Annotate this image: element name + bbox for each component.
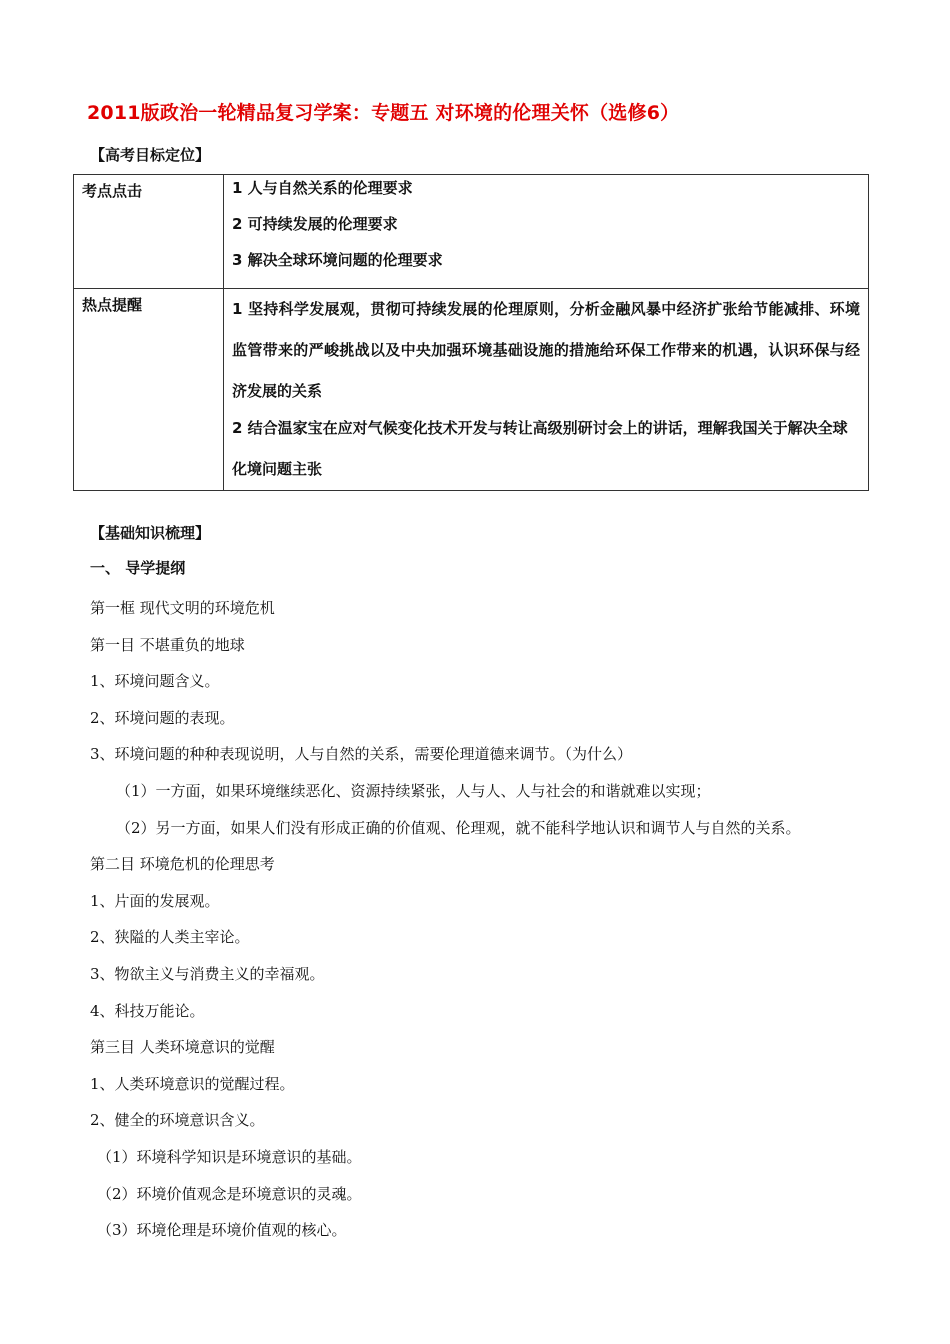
outline-line: 4、科技万能论。 — [90, 1001, 205, 1020]
hot-topics-cell — [224, 289, 869, 491]
list-item: 3 解决全球环境问题的伦理要求 — [232, 251, 443, 269]
outline-line: （1）环境科学知识是环境意识的基础。 — [97, 1147, 362, 1166]
outline-line: （1）一方面，如果环境继续恶化、资源持续紧张，人与人、人与社会的和谐就难以实现； — [116, 781, 711, 800]
outline-line: 第一目 不堪重负的地球 — [90, 635, 245, 654]
document-title: 2011版政治一轮精品复习学案：专题五 对环境的伦理关怀（选修6） — [87, 102, 680, 124]
list-item: 2 结合温家宝在应对气候变化技术开发与转让高级别研讨会上的讲话，理解我国关于解决全球化境问题主张 — [232, 419, 848, 478]
outline-line: 第二目 环境危机的伦理思考 — [90, 855, 275, 874]
outline-line: 3、环境问题的种种表现说明，人与自然的关系，需要伦理道德来调节。（为什么） — [90, 745, 633, 764]
list-item: 1 坚持科学发展观，贯彻可持续发展的伦理原则，分析金融风暴中经济扩张给节能减排、环境监管带来的严峻挑战以及中央加强环境基础设施的措施给环保工作带来的机遇，认识环保与经济发展的关系 — [232, 300, 860, 400]
list-item: 1 人与自然关系的伦理要求 — [232, 179, 413, 197]
knowledge-section-heading: 【基础知识梳理】 — [90, 524, 211, 542]
outline-line: 1、环境问题含义。 — [90, 672, 220, 691]
list-item: 2 可持续发展的伦理要求 — [232, 215, 398, 233]
outline-line: （2）另一方面，如果人们没有形成正确的价值观、伦理观，就不能科学地认识和调节人与自然的关系。 — [116, 818, 801, 837]
row-label-exam-points: 考点点击 — [74, 175, 224, 289]
exam-points-cell — [224, 175, 869, 289]
outline-line: 3、物欲主义与消费主义的幸福观。 — [90, 964, 325, 983]
outline-line: 1、人类环境意识的觉醒过程。 — [90, 1074, 295, 1093]
outline-line: （3）环境伦理是环境价值观的核心。 — [97, 1221, 347, 1240]
target-section-heading: 【高考目标定位】 — [90, 146, 211, 164]
outline-line: 第一框 现代文明的环境危机 — [90, 599, 275, 617]
outline-line: 1、片面的发展观。 — [90, 891, 220, 910]
outline-body — [90, 590, 801, 1249]
outline-line: 第三目 人类环境意识的觉醒 — [90, 1038, 275, 1057]
outline-line: （2）环境价值观念是环境意识的灵魂。 — [97, 1184, 362, 1203]
target-table — [73, 174, 869, 491]
row-label-hot-topics: 热点提醒 — [74, 289, 224, 491]
table-row — [74, 289, 869, 491]
outline-line: 2、环境问题的表现。 — [90, 708, 235, 727]
table-row — [74, 175, 869, 289]
outline-line: 2、健全的环境意识含义。 — [90, 1111, 265, 1130]
guide-outline-heading: 一、 导学提纲 — [90, 559, 186, 577]
outline-line: 2、狭隘的人类主宰论。 — [90, 928, 250, 947]
